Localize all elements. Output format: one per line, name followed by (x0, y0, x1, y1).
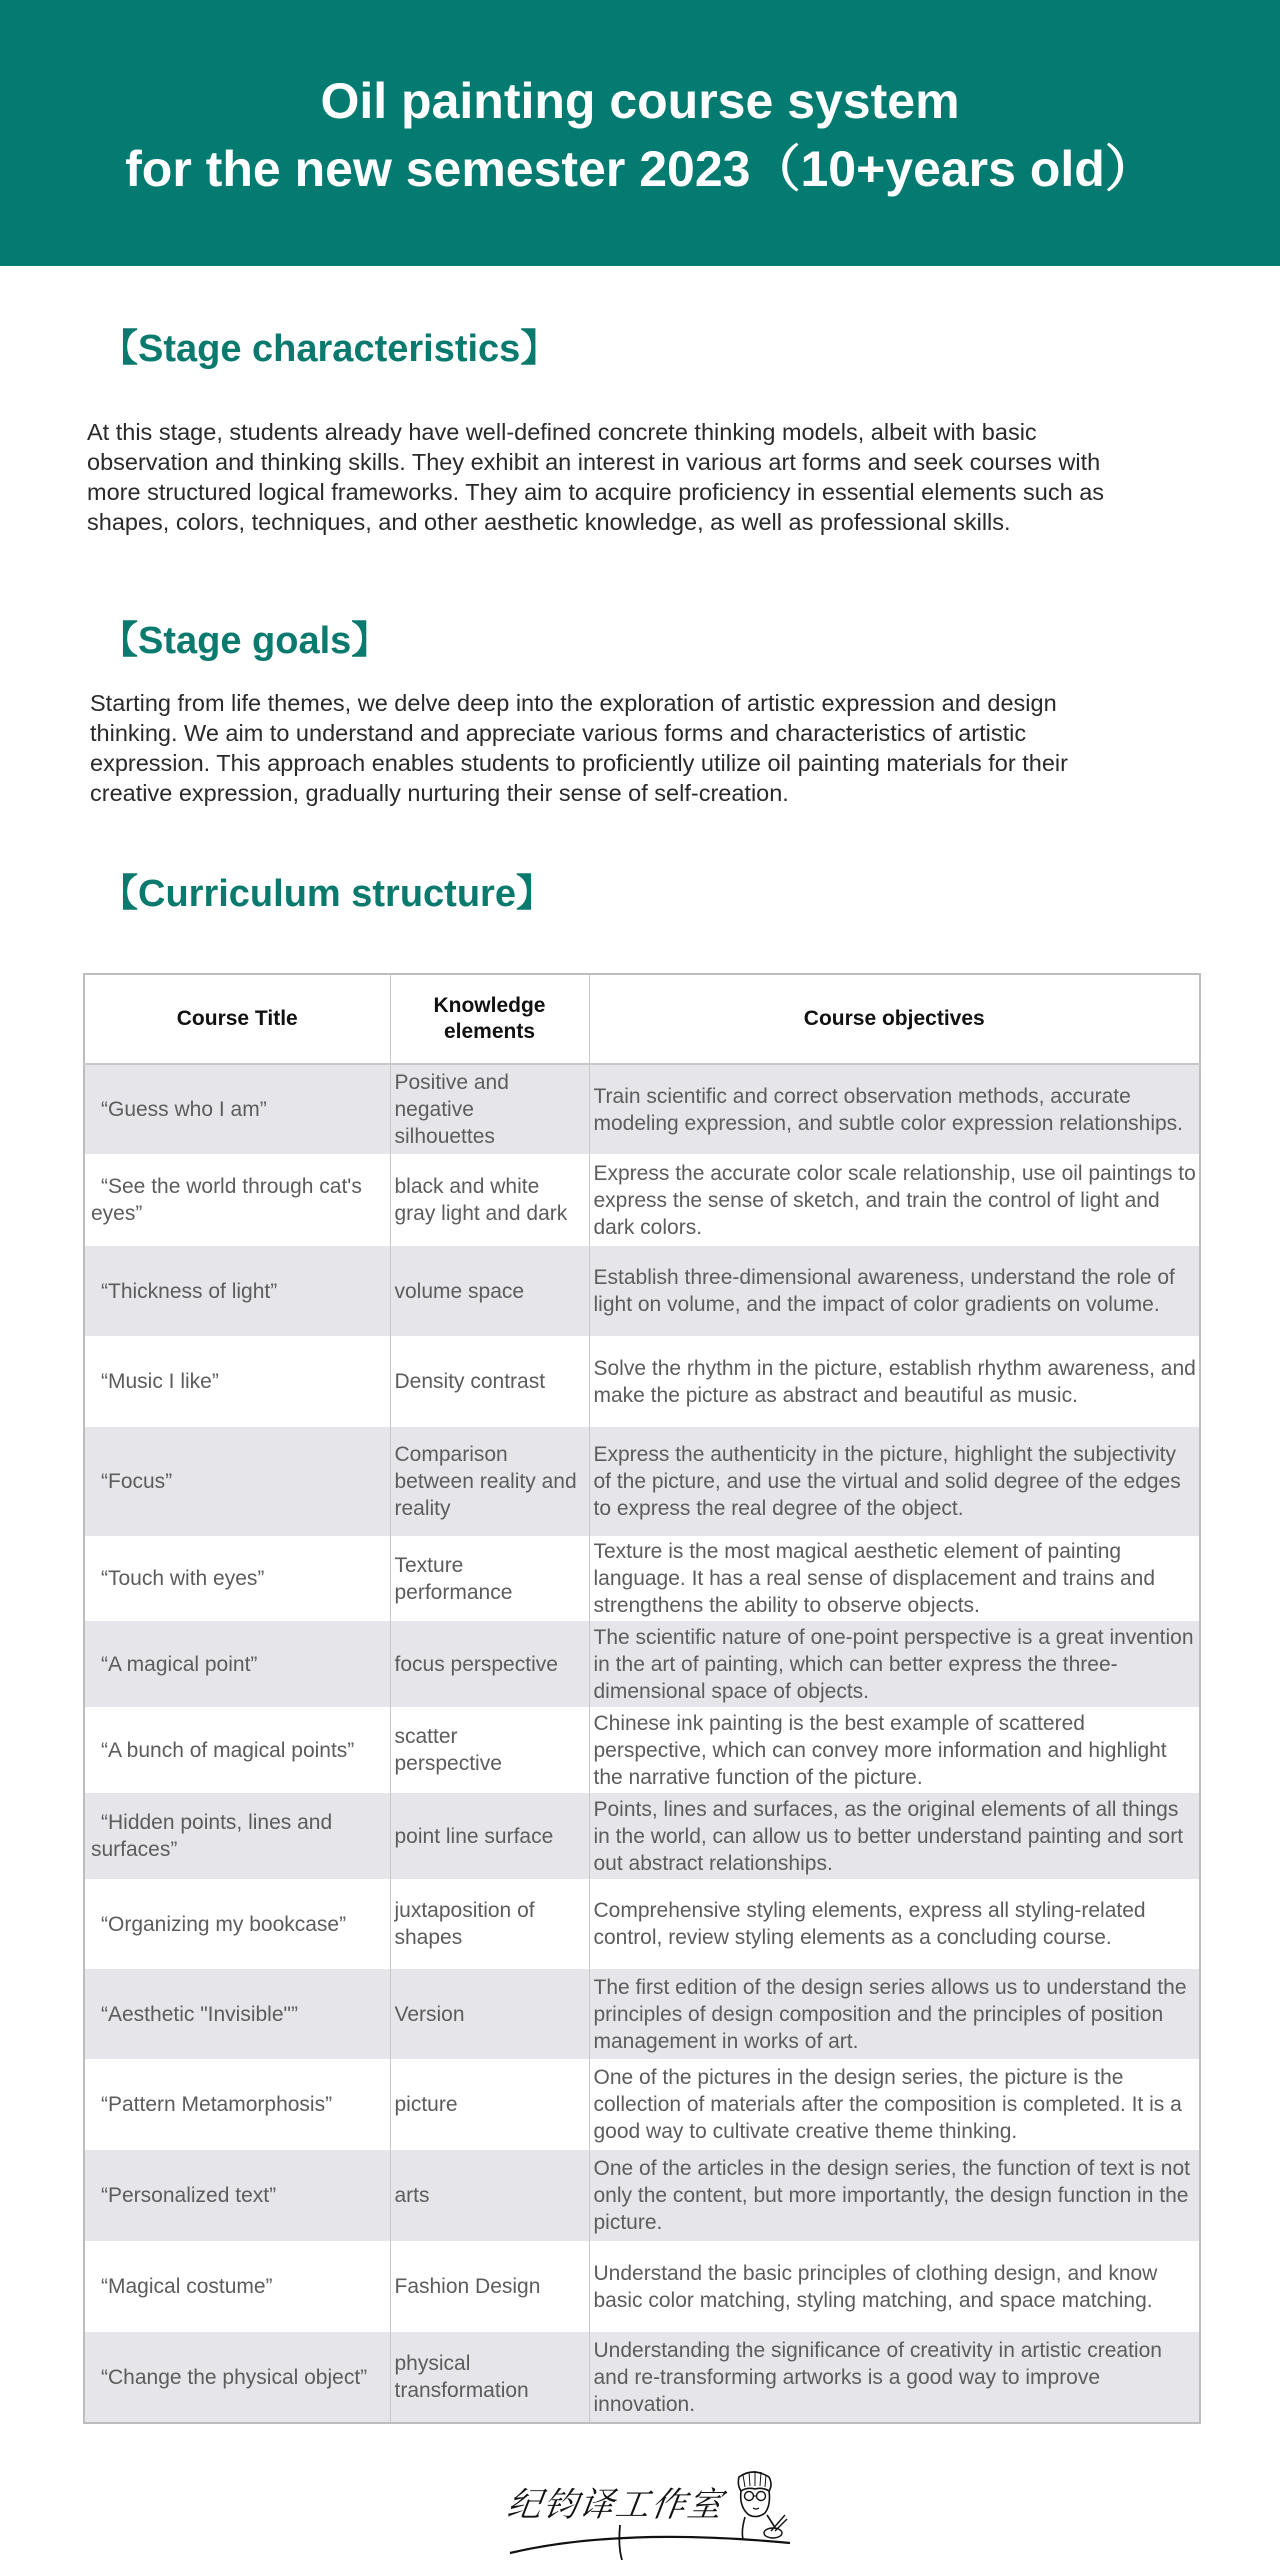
knowledge-cell: Comparison between reality and reality (390, 1427, 589, 1536)
signature-text: 纪钧译工作室 (504, 2485, 727, 2525)
table-row (84, 1621, 1200, 1707)
paragraph-line: observation and thinking skills. They exhibit an interest in various art forms and seek courses with (87, 449, 1101, 475)
objective-cell: Express the authenticity in the picture, highlight the subjectivity of the picture, and use the virtual and solid degree of the edges to express the real degree of the object. (589, 1427, 1200, 1536)
column-header-course-objectives: Course objectives (589, 974, 1200, 1064)
paragraph-line: shapes, colors, techniques, and other aesthetic knowledge, as well as professional skills. (87, 509, 1011, 535)
course-title-cell (84, 2059, 390, 2150)
knowledge-cell: picture (390, 2059, 589, 2150)
objective-cell: Establish three-dimensional awareness, understand the role of light on volume, and the impact of color gradients on volume. (589, 1246, 1200, 1336)
paragraph-line: thinking. We aim to understand and appreciate various forms and characteristics of artistic (90, 720, 1027, 746)
paragraph-line: expression. This approach enables students to proficiently utilize oil painting materials for their (90, 750, 1068, 776)
course-title-cell (84, 1536, 390, 1621)
course-title: “Organizing my bookcase” (101, 1912, 347, 1936)
stage-goals-paragraph (90, 688, 1068, 808)
course-title-cell (84, 1793, 390, 1879)
course-title: “Guess who I am” (101, 1098, 267, 1121)
table-row (84, 1064, 1200, 1154)
objective-cell: Comprehensive styling elements, express all styling-related control, review styling elements as a concluding course. (589, 1879, 1200, 1969)
course-title: “A bunch of magical points” (101, 1738, 355, 1762)
knowledge-cell: focus perspective (390, 1621, 589, 1707)
course-title-cell (84, 1879, 390, 1969)
table-row (84, 2241, 1200, 2332)
paragraph-line: creative expression, gradually nurturing their sense of self-creation. (90, 780, 789, 806)
table-row (84, 1536, 1200, 1621)
objective-cell: Express the accurate color scale relationship, use oil paintings to express the sense of sketch, and train the control of light and dark colors. (589, 1154, 1200, 1246)
course-title-cell (84, 1154, 390, 1246)
course-title-cell (84, 2332, 390, 2423)
stage-characteristics-heading: 【Stage characteristics】 (100, 328, 559, 370)
course-title: “Personalized text” (101, 2184, 277, 2207)
paragraph-line: more structured logical frameworks. They aim to acquire proficiency in essential elements such as (87, 479, 1105, 505)
objective-cell: Understand the basic principles of clothing design, and know basic color matching, styling matching, and space matching. (589, 2241, 1200, 2332)
course-title: “Magical costume” (101, 2275, 273, 2298)
course-title: “Thickness of light” (101, 1279, 278, 1303)
cartoon-artist-portrait-icon (500, 2465, 790, 2560)
objective-cell: Train scientific and correct observation methods, accurate modeling expression, and subtle color expression relationships. (589, 1064, 1200, 1154)
course-title: “Pattern Metamorphosis” (101, 2093, 333, 2116)
course-title: “A magical point” (101, 1652, 258, 1676)
table-row (84, 1969, 1200, 2059)
table-row (84, 2332, 1200, 2423)
knowledge-cell: volume space (390, 1246, 589, 1336)
course-title: “Hidden points, lines and surfaces” (91, 1811, 333, 1861)
column-header-knowledge-elements (390, 974, 589, 1064)
knowledge-cell: scatter perspective (390, 1707, 589, 1793)
course-title-cell (84, 1064, 390, 1154)
title-banner (0, 0, 1280, 266)
course-title-cell (84, 2150, 390, 2241)
knowledge-cell: juxtaposition of shapes (390, 1879, 589, 1969)
course-title: “Change the physical object” (101, 2365, 368, 2389)
stage-goals-heading: 【Stage goals】 (100, 620, 390, 662)
studio-signature-logo (500, 2465, 790, 2555)
page-title-line-2: for the new semester 2023（10+years old） (125, 141, 1155, 197)
objective-cell: The scientific nature of one-point perspective is a great invention in the art of painting, which can better express the three-dimensional space of objects. (589, 1621, 1200, 1707)
objective-cell: One of the articles in the design series, the function of text is not only the content, but more importantly, the design function in the picture. (589, 2150, 1200, 2241)
knowledge-cell: arts (390, 2150, 589, 2241)
column-header-label: Knowledge elements (433, 994, 546, 1043)
curriculum-table (83, 973, 1201, 2424)
table-row (84, 1793, 1200, 1879)
course-title: “Touch with eyes” (101, 1567, 265, 1590)
knowledge-cell: point line surface (390, 1793, 589, 1879)
page-title-line-1: Oil painting course system (320, 73, 960, 129)
table-row (84, 1246, 1200, 1336)
table-row (84, 1154, 1200, 1246)
knowledge-cell: Fashion Design (390, 2241, 589, 2332)
stage-characteristics-paragraph (87, 417, 1104, 537)
course-title-cell (84, 1246, 390, 1336)
table-row (84, 1879, 1200, 1969)
table-row (84, 1427, 1200, 1536)
table-row (84, 1336, 1200, 1427)
course-title-cell (84, 1969, 390, 2059)
knowledge-cell: Texture performance (390, 1536, 589, 1621)
knowledge-cell: Version (390, 1969, 589, 2059)
column-header-course-title: Course Title (84, 974, 390, 1064)
course-title: “See the world through cat's eyes” (91, 1175, 362, 1225)
table-header-row (84, 974, 1200, 1064)
table-row (84, 1707, 1200, 1793)
objective-cell: Chinese ink painting is the best example of scattered perspective, which can convey more information and highlight the narrative function of the picture. (589, 1707, 1200, 1793)
objective-cell: The first edition of the design series allows us to understand the principles of design composition and the principles of position management in works of art. (589, 1969, 1200, 2059)
course-title: “Music I like” (101, 1370, 219, 1393)
course-title: “Focus” (101, 1470, 173, 1493)
course-title: “Aesthetic "Invisible"” (101, 2002, 298, 2026)
objective-cell: Solve the rhythm in the picture, establish rhythm awareness, and make the picture as abstract and beautiful as music. (589, 1336, 1200, 1427)
course-title-cell (84, 1336, 390, 1427)
objective-cell: Points, lines and surfaces, as the original elements of all things in the world, can allow us to better understand painting and sort out abstract relationships. (589, 1793, 1200, 1879)
course-title-cell (84, 2241, 390, 2332)
knowledge-cell: physical transformation (390, 2332, 589, 2423)
paragraph-line: At this stage, students already have well-defined concrete thinking models, albeit with basic (87, 419, 1037, 445)
course-title-cell (84, 1621, 390, 1707)
objective-cell: Texture is the most magical aesthetic element of painting language. It has a real sense of displacement and trains and strengthens the ability to observe objects. (589, 1536, 1200, 1621)
knowledge-cell: black and white gray light and dark (390, 1154, 589, 1246)
knowledge-cell: Positive and negative silhouettes (390, 1064, 589, 1154)
paragraph-line: Starting from life themes, we delve deep into the exploration of artistic expression and design (90, 690, 1057, 716)
table-row (84, 2059, 1200, 2150)
objective-cell: Understanding the significance of creativity in artistic creation and re-transforming artworks is a good way to improve innovation. (589, 2332, 1200, 2423)
objective-cell: One of the pictures in the design series, the picture is the collection of materials after the composition is completed. It is a good way to cultivate creative theme thinking. (589, 2059, 1200, 2150)
curriculum-structure-heading: 【Curriculum structure】 (100, 873, 554, 915)
table-row (84, 2150, 1200, 2241)
course-title-cell (84, 1427, 390, 1536)
course-title-cell (84, 1707, 390, 1793)
knowledge-cell: Density contrast (390, 1336, 589, 1427)
